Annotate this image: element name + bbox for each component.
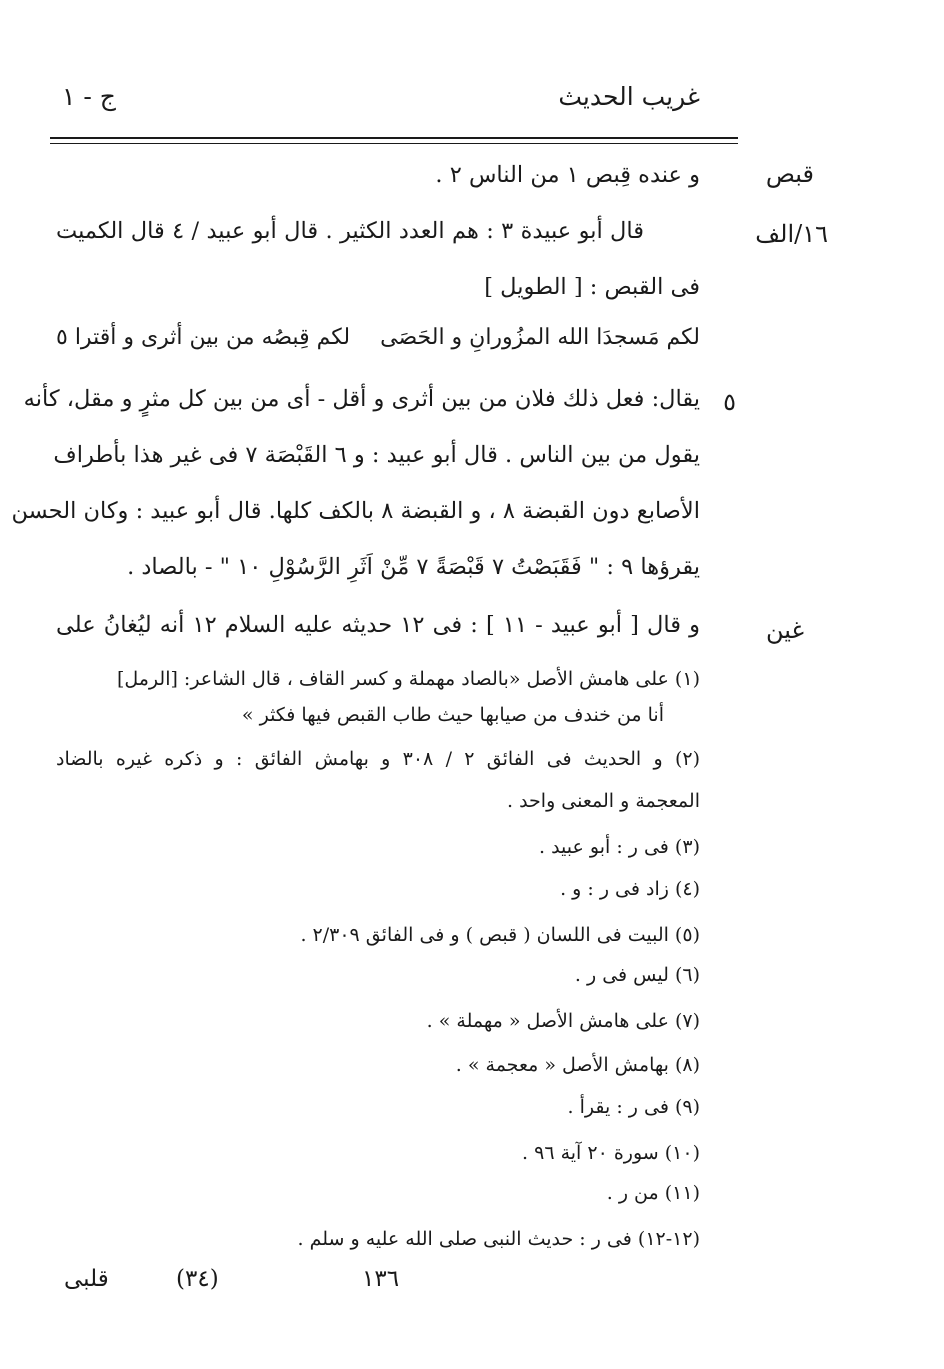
footnote-6: (٦) ليس فى ر . xyxy=(574,964,700,986)
footnote-4: (٤) زاد فى ر : و . xyxy=(560,878,700,900)
body-line-8: يقرؤها ٩ : " فَقَبَصْتُ ٧ قَبْصَةً ٧ مِّنْ اَثَرِ الرَّسُوْلِ ١٠ " - بالصاد . xyxy=(127,554,700,580)
margin-line-number: ٥ xyxy=(723,388,736,416)
body-line-9: و قال [ أبو عبيد - ١١ ] : فى ١٢ حديثه عليه السلام ١٢ أنه ليُغانُ على xyxy=(56,612,700,638)
body-line-7: الأصابع دون القبضة ٨ ، و القبضة ٨ بالكف كلها. قال أبو عبيد : وكان الحسن xyxy=(11,498,700,524)
header-rule-thick xyxy=(50,137,738,139)
signature-label: قلبى xyxy=(64,1266,109,1292)
footnote-2-line-2: المعجمة و المعنى واحد . xyxy=(507,790,700,812)
margin-folio-ref: ١٦/الف xyxy=(755,220,828,248)
footnote-1-verse: أنا من خندف من صيابها حيث طاب القبص فيها فكثر » xyxy=(241,704,664,726)
body-line-2: قال أبو عبيدة ٣ : هم العدد الكثير . قال أبو عبيد / ٤ قال الكميت xyxy=(56,218,645,244)
body-line-6: يقول من بين الناس . قال أبو عبيد : و ٦ القَبْصَة ٧ فى غير هذا بأطراف xyxy=(53,442,700,468)
body-line-1: و عنده قِبص ١ من الناس ٢ . xyxy=(435,162,700,188)
footnote-9: (٩) فى ر : يقرأ . xyxy=(567,1096,700,1118)
running-title: غريب الحديث xyxy=(558,82,700,111)
footnote-11: (١١) من ر . xyxy=(606,1182,700,1204)
body-line-5: يقال: فعل ذلك فلان من بين أثرى و أقل - أى من بين كل مثرٍ و مقل، كأنه xyxy=(23,386,700,412)
manuscript-number: (٣٤) xyxy=(176,1266,219,1292)
footnote-5: (٥) البيت فى اللسان ( قبص ) و فى الفائق ٢/٣٠٩ . xyxy=(300,924,700,946)
footnote-12: (١٢-١٢) فى ر : حديث النبى صلى الله عليه و سلم . xyxy=(297,1228,700,1250)
verse-hemistich-2: لكم قِبصُه من بين أثرى و أقترا ٥ xyxy=(56,325,351,350)
footnote-7: (٧) على هامش الأصل « مهملة » . xyxy=(426,1010,700,1032)
header-rule-thin xyxy=(50,143,738,144)
margin-entry-qabs: قبص xyxy=(765,160,814,188)
body-line-3: فى القبص : [ الطويل ] xyxy=(484,274,700,300)
page-number: ١٣٦ xyxy=(362,1266,400,1292)
volume-label: ج - ١ xyxy=(62,82,116,111)
footnote-2-line-1: (٢) و الحديث فى الفائق ٢ / ٣٠٨ و بهامش الفائق : و ذكره غيره بالضاد xyxy=(56,748,700,770)
verse-hemistich-1: لكم مَسجدَا الله المزُورانِ و الحَصَى xyxy=(380,325,700,350)
footnote-10: (١٠) سورة ٢٠ آية ٩٦ . xyxy=(522,1142,700,1164)
margin-entry-ghayn: غين xyxy=(765,616,804,644)
footnote-1-line-1: (١) على هامش الأصل «بالصاد مهملة و كسر القاف ، قال الشاعر: [الرمل] xyxy=(116,668,700,690)
footnote-3: (٣) فى ر : أبو عبيد . xyxy=(539,836,700,858)
footnote-8: (٨) بهامش الأصل « معجمة » . xyxy=(455,1054,700,1076)
